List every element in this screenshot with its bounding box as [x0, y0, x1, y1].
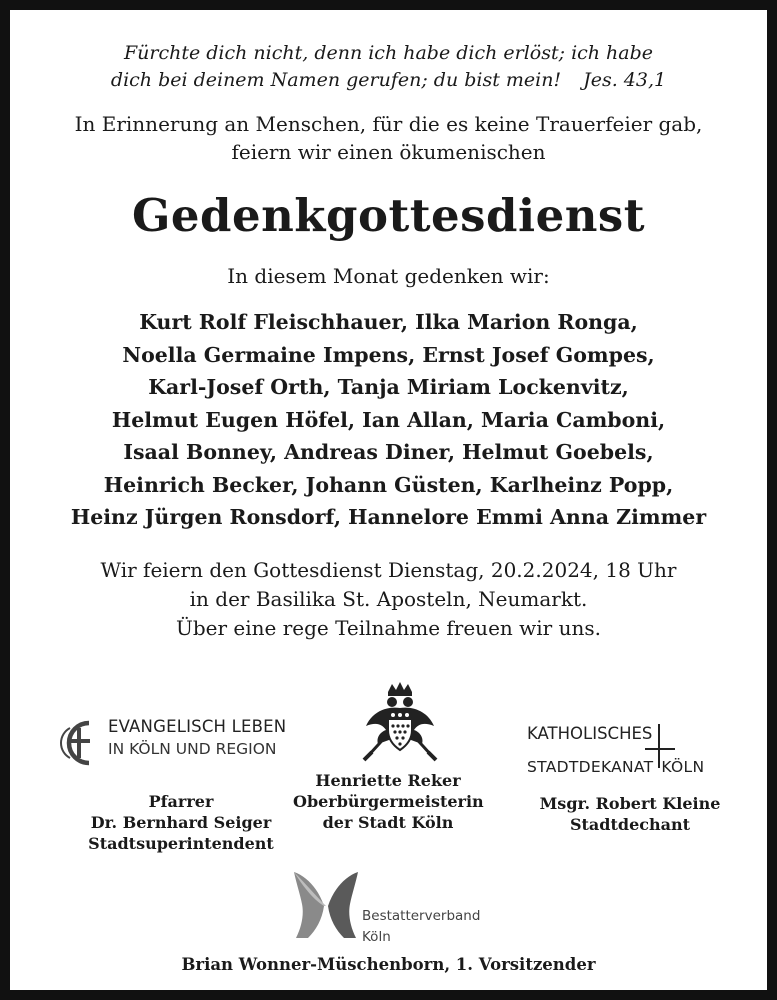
service-line-2: in der Basilika St. Aposteln, Neumarkt.	[189, 587, 588, 611]
intro-line-1: In Erinnerung an Menschen, für die es keine Trauerfeier gab,	[74, 112, 703, 136]
service-info	[10, 556, 767, 643]
intro-text	[10, 110, 767, 166]
katholisch-logo-line-2	[527, 758, 704, 776]
names-line: Noella Germaine Impens, Ernst Josef Gompes,	[122, 342, 655, 367]
cologne-coat-of-arms-icon	[358, 678, 442, 764]
katholisch-sig-line-1: Msgr. Robert Kleine	[539, 794, 721, 813]
month-line: In diesem Monat gedenken wir:	[227, 264, 550, 288]
names-line: Karl-Josef Orth, Tanja Miriam Lockenvitz,	[148, 375, 629, 399]
bestatterverband-butterfly-icon	[292, 868, 360, 940]
verse-line-1: Fürchte dich nicht, denn ich habe dich erlöst; ich habe	[123, 42, 654, 64]
intro-line-2: feiern wir einen ökumenischen	[231, 140, 546, 164]
page-title: Gedenkgottesdienst	[131, 189, 646, 242]
names-list	[10, 306, 767, 534]
service-line-1: Wir feiern den Gottesdienst Dienstag, 20.2.2024, 18 Uhr	[100, 558, 677, 582]
verse-line-2-text: dich bei deinem Namen gerufen; du bist mein!	[110, 69, 562, 91]
stadt-sig-line-1: Henriette Reker	[315, 771, 461, 790]
evangelisch-sig-line-1: Pfarrer	[148, 792, 214, 811]
evangelisch-signature	[76, 791, 286, 854]
service-line-3: Über eine rege Teilnahme freuen wir uns.	[176, 616, 601, 640]
names-line: Helmut Eugen Höfel, Ian Allan, Maria Camboni,	[111, 407, 666, 432]
footer-signature: Brian Wonner-Müschenborn, 1. Vorsitzender	[181, 955, 596, 974]
verse-line-2	[10, 67, 767, 94]
cross-circle-icon	[56, 718, 102, 768]
evangelisch-logo	[56, 716, 296, 776]
bestatterverband-logo-line-2: Köln	[362, 929, 391, 945]
katholisch-logo	[527, 724, 727, 784]
names-line: Kurt Rolf Fleischhauer, Ilka Marion Ronga,	[139, 310, 638, 334]
stadt-sig-line-2: Oberbürgermeisterin	[293, 792, 484, 811]
evangelisch-logo-text	[108, 716, 286, 760]
evangelisch-sig-line-3: Stadtsuperintendent	[88, 834, 274, 853]
bible-verse	[10, 40, 767, 94]
katholisch-logo-line-1: KATHOLISCHES	[527, 724, 653, 743]
evangelisch-logo-line-2: IN KÖLN UND REGION	[108, 740, 277, 758]
verse-reference: Jes. 43,1	[583, 69, 667, 91]
katholisch-signature	[520, 793, 740, 835]
cross-horizontal-icon	[645, 748, 675, 750]
names-line: Heinz Jürgen Ronsdorf, Hannelore Emmi Anna Zimmer	[70, 505, 707, 529]
stadt-sig-line-3: der Stadt Köln	[322, 813, 454, 832]
katholisch-sig-line-2: Stadtdechant	[569, 815, 691, 834]
names-line: Isaal Bonney, Andreas Diner, Helmut Goebels,	[123, 440, 654, 464]
bestatterverband-logo-text	[362, 906, 480, 948]
katholisch-logo-line-2a: STADTDEKANAT	[527, 758, 654, 776]
katholisch-logo-line-2b: KÖLN	[661, 758, 705, 776]
bestatterverband-logo-line-1: Bestatterverband	[362, 908, 481, 924]
stadt-signature	[293, 770, 483, 833]
evangelisch-sig-line-2: Dr. Bernhard Seiger	[90, 813, 272, 832]
names-line: Heinrich Becker, Johann Güsten, Karlheinz Popp,	[103, 472, 674, 497]
evangelisch-logo-line-1: EVANGELISCH LEBEN	[108, 717, 287, 736]
